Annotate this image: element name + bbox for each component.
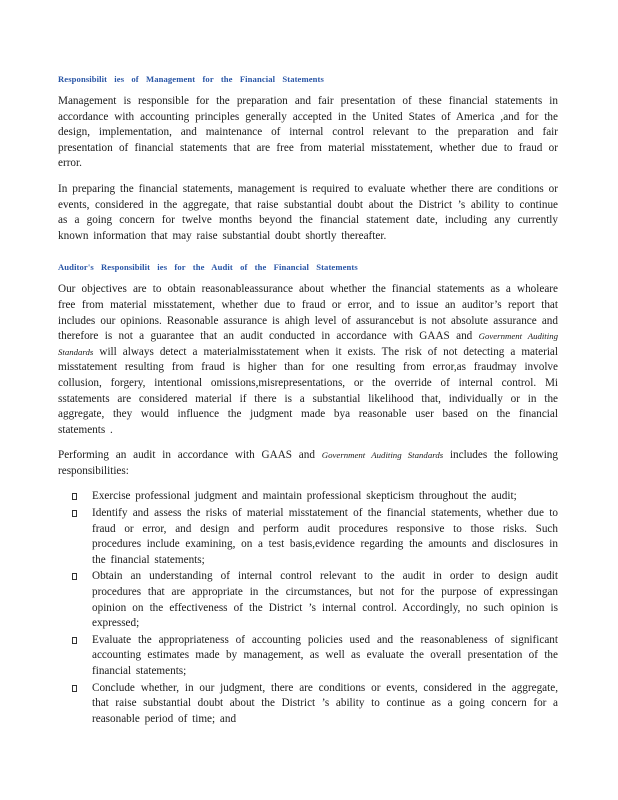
auditor-paragraph-1-text-a: Our objectives are to obtain reasonableassurance about whether the financial statements as a wholeare free from material misstatement, whether due to fraud or error, and to issue an auditor’s report that includes our opinions. Reasonable assurance is ahigh level of assurancebut is not absolute assurance and therefore is not a guarantee that an audit conducted in accordance with GAAS and bbox=[58, 283, 558, 343]
responsibilities-list bbox=[58, 489, 558, 727]
list-item bbox=[58, 681, 558, 728]
list-item-text: Evaluate the appropriateness of accounting policies used and the reasonableness of significant accounting estimates made by management, as well as evaluate the overall presentation of the financial statements; bbox=[92, 633, 558, 677]
auditor-paragraph-2-italic: Government Auditing Standards bbox=[321, 450, 444, 461]
section-heading-management: Responsibilit ies of Management for the Financial Statements bbox=[58, 74, 324, 84]
auditor-paragraph-2 bbox=[58, 448, 558, 479]
bullet-box-icon bbox=[72, 685, 77, 692]
list-item-text: Obtain an understanding of internal control relevant to the audit in order to design audit procedures that are appropriate in the circumstances, but not for the purpose of expressingan opinion on the effectiveness of the District ’s internal control. Accordingly, no such opinion is expressed; bbox=[92, 570, 558, 630]
auditor-paragraph-2-text-b: includes the following responsibilities: bbox=[58, 449, 558, 477]
management-paragraph-1: Management is responsible for the preparation and fair presentation of these financial statements in accordance with accounting principles generally accepted in the United States of America ,and for the design, implementation, and maintenance of internal control relevant to the preparation and fair presentation of financial statements that are free from material misstatement, whether due to fraud or error. bbox=[58, 95, 558, 170]
bullet-box-icon bbox=[72, 510, 77, 517]
management-paragraph-2: In preparing the financial statements, management is required to evaluate whether there are conditions or events, considered in the aggregate, that raise substantial doubt about the District ’s ability to continue as a going concern for twelve months beyond the financial statement date, including any currently known information that may raise substantial doubt shortly thereafter. bbox=[58, 182, 558, 242]
auditor-paragraph-2-text-a: Performing an audit in accordance with GAAS and bbox=[58, 449, 315, 462]
bullet-box-icon bbox=[72, 493, 77, 500]
list-item-text: Conclude whether, in our judgment, there are conditions or events, considered in the aggregate, that raise substantial doubt about the District ’s ability to continue as a going concern for a reasonable period of time; and bbox=[92, 681, 558, 725]
list-item bbox=[58, 633, 558, 680]
auditor-paragraph-1 bbox=[58, 282, 558, 438]
auditor-paragraph-1-italic: Government Auditing Standards bbox=[58, 331, 558, 357]
list-item bbox=[58, 506, 558, 568]
list-item-text: Exercise professional judgment and maintain professional skepticism throughout the audit; bbox=[92, 490, 517, 503]
list-item bbox=[58, 489, 558, 505]
bullet-box-icon bbox=[72, 573, 77, 580]
list-item bbox=[58, 569, 558, 631]
list-item-text: Identify and assess the risks of material misstatement of the financial statements, whether due to fraud or error, and design and perform audit procedures responsive to those risks. Such procedures include examining, on a test basis,evidence regarding the amounts and disclosures in the financial statements; bbox=[92, 507, 558, 566]
auditor-paragraph-1-text-b: will always detect a materialmisstatement when it exists. The risk of not detecting a material misstatement resulting from fraud is higher than for one resulting from error,as fraudmay involve collusion, forgery, intentional omissions,misrepresentations, or the override of internal control. Mi sstatements are considered material if there is a substantial likelihood that, individually or in the aggregate, they would influence the judgment made bya reasonable user based on the financial statements . bbox=[58, 345, 559, 436]
bullet-box-icon bbox=[72, 637, 77, 644]
section-heading-auditor: Auditor's Responsibilit ies for the Audit of the Financial Statements bbox=[58, 262, 358, 273]
